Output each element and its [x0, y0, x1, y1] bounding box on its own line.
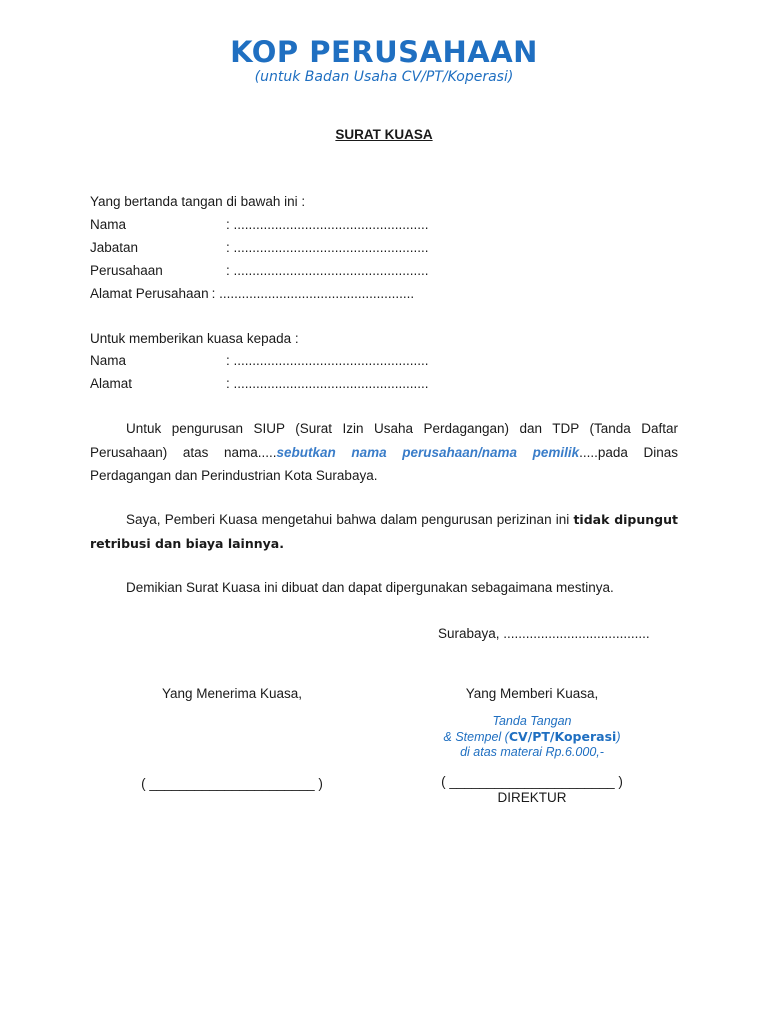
grantor-field-name — [90, 216, 429, 234]
grantor-field-company-address — [90, 285, 414, 303]
paragraph-text: .....pada Dinas Perdagangan dan Perindustrian Kota Surabaya. — [90, 444, 678, 483]
field-label: Alamat Perusahaan — [90, 286, 209, 301]
paragraph-statement — [90, 508, 678, 555]
field-value: : .................................................... — [211, 286, 415, 301]
grantor-field-company — [90, 262, 429, 280]
letterhead-subtitle: (untuk Badan Usaha CV/PT/Koperasi) — [254, 69, 514, 85]
field-value: : .................................................... — [226, 376, 429, 391]
document-title: SURAT KUASA — [335, 127, 433, 142]
grantor-field-position — [90, 239, 429, 257]
stamp-instruction — [380, 714, 684, 760]
paragraph-closing: Demikian Surat Kuasa ini dibuat dan dapat dipergunakan sebagaimana mestinya. — [126, 580, 614, 595]
field-label: Jabatan — [90, 240, 139, 255]
field-label: Nama — [90, 353, 127, 368]
giver-label: Yang Memberi Kuasa, — [465, 686, 599, 701]
grantee-field-address — [90, 375, 429, 393]
giver-title: DIREKTUR — [497, 790, 567, 805]
field-label: Perusahaan — [90, 263, 163, 278]
field-value: : .................................................... — [226, 240, 429, 255]
field-value: : .................................................... — [226, 217, 429, 232]
field-label: Alamat — [90, 376, 133, 391]
paragraph-purpose — [90, 417, 678, 488]
grantee-intro: Untuk memberikan kuasa kepada : — [90, 331, 299, 346]
field-value: : .................................................... — [226, 263, 429, 278]
field-label: Nama — [90, 217, 127, 232]
stamp-entity: CV/PT/Koperasi — [508, 729, 617, 744]
paragraph-bold-text: tidak dipungut retribusi dan biaya lainnya. — [90, 512, 678, 551]
placeholder-company-name: sebutkan nama perusahaan/nama pemilik — [276, 444, 580, 460]
stamp-line-2: & Stempel (CV/PT/Koperasi) — [443, 729, 621, 744]
receiver-signature-blank: ( ______________________ ) — [141, 776, 323, 791]
paragraph-text: Saya, Pemberi Kuasa mengetahui bahwa dalam pengurusan perizinan ini — [126, 512, 574, 527]
grantee-field-name — [90, 352, 429, 370]
stamp-line-3: di atas materai Rp.6.000,- — [460, 745, 604, 759]
paragraph-text: Untuk pengurusan SIUP (Surat Izin Usaha Perdagangan) dan TDP (Tanda Daftar Perusahaan) atas nama..... — [90, 421, 678, 460]
grantor-intro: Yang bertanda tangan di bawah ini : — [90, 194, 306, 209]
field-value: : .................................................... — [226, 353, 429, 368]
letterhead-title: KOP PERUSAHAAN — [230, 35, 538, 69]
receiver-label: Yang Menerima Kuasa, — [161, 686, 303, 701]
stamp-line-1: Tanda Tangan — [492, 714, 572, 728]
place-date: Surabaya, ....................................... — [438, 626, 650, 641]
giver-signature-blank: ( ______________________ ) — [441, 774, 623, 789]
